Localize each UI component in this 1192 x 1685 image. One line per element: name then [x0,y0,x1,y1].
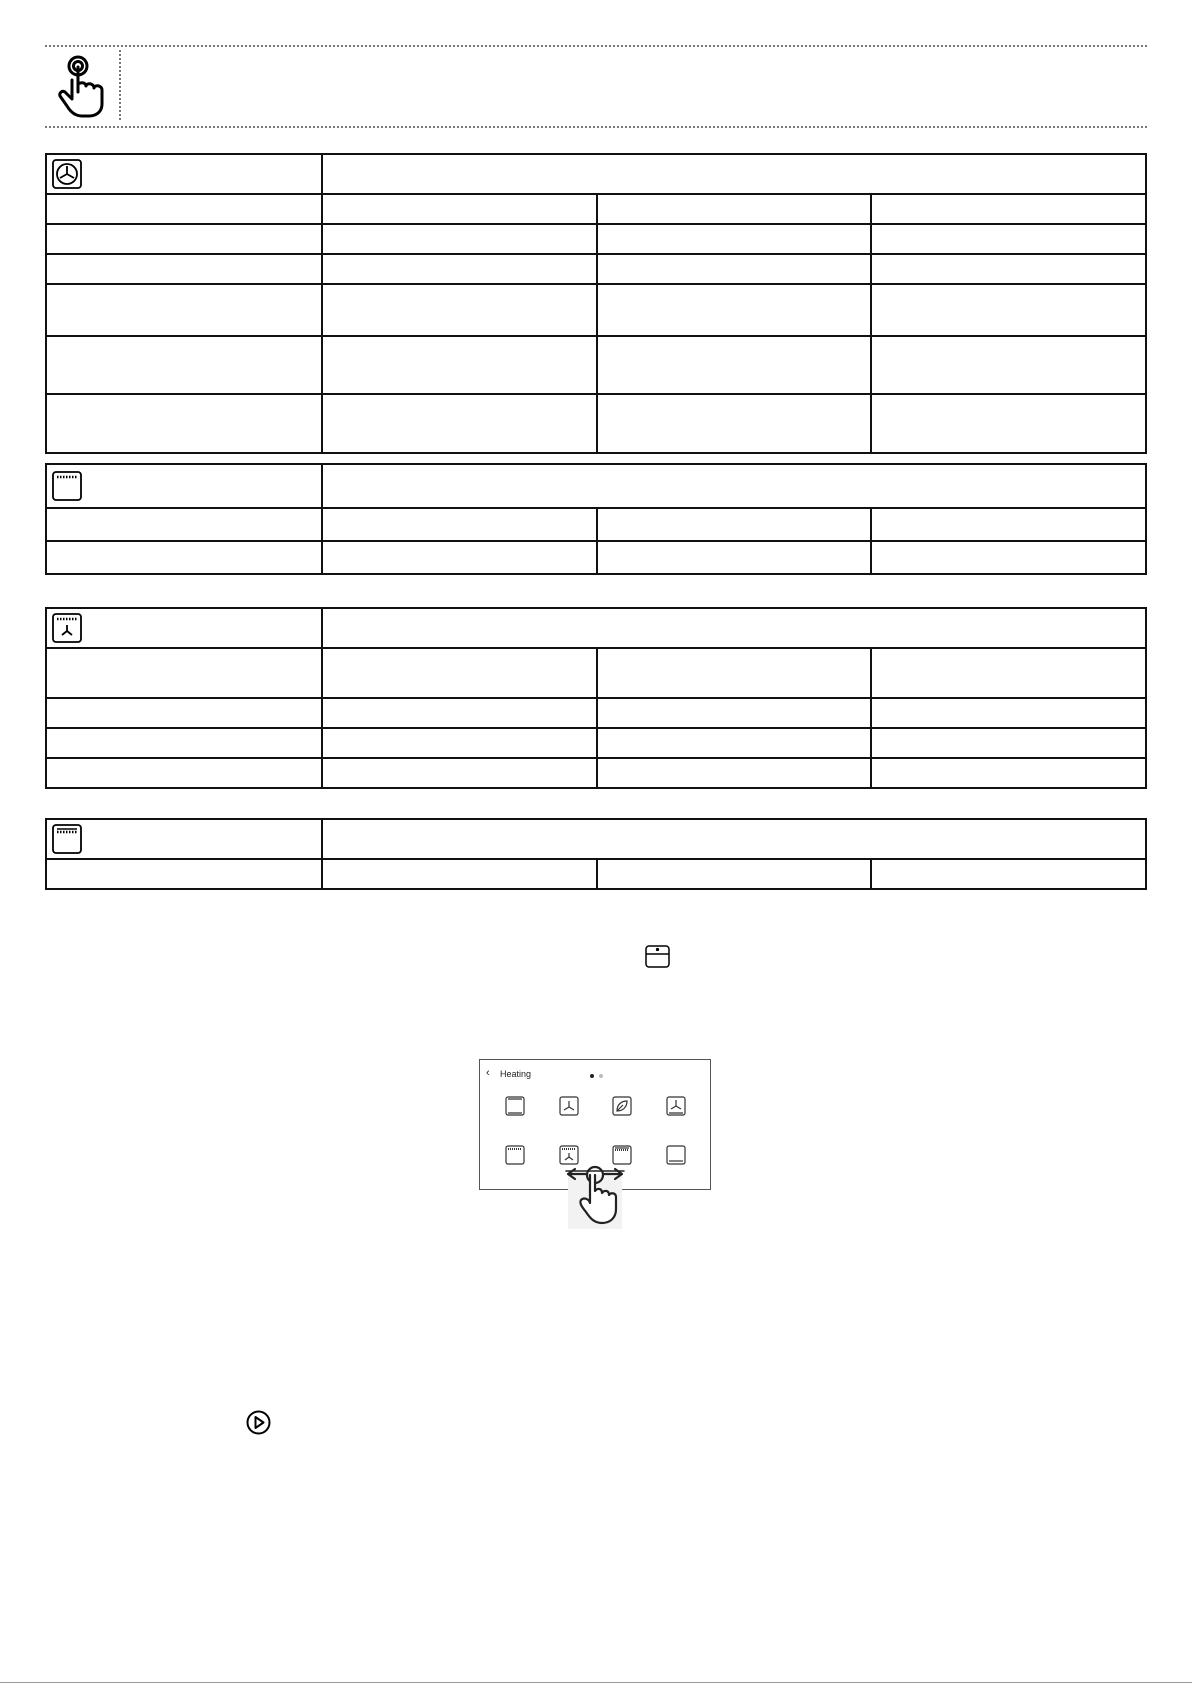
fan-icon [52,159,82,189]
page-bottom-rule [0,1682,1192,1683]
table-header-icon-cell [46,608,322,648]
table-header-cell [322,608,1146,648]
swipe-hand-icon [562,1163,628,1229]
top-heat-fan-icon[interactable] [559,1145,579,1165]
top-heat-fan-table [45,607,1147,789]
fan-bottom-icon[interactable] [666,1096,686,1116]
back-icon[interactable]: ‹ [486,1067,490,1079]
fan-table [45,153,1147,454]
table-row [46,859,1146,889]
table-row [46,224,1146,254]
oven-door-icon [645,945,670,968]
top-heat-full-table [45,818,1147,890]
page-dot-active [590,1074,594,1078]
table-row [46,284,1146,336]
play-icon [246,1410,271,1435]
conventional-icon[interactable] [505,1096,525,1116]
table-row [46,254,1146,284]
fan-icon[interactable] [559,1096,579,1116]
top-heat-fan-icon [52,613,82,643]
top-heat-icon [52,471,82,501]
table-header-icon-cell [46,464,322,508]
hint-divider [119,50,121,120]
top-heat-icon[interactable] [505,1145,525,1165]
top-heat-full-icon [52,824,82,854]
table-row [46,648,1146,698]
page-dot [599,1074,603,1078]
table-header-icon-cell [46,819,322,859]
page-indicator [590,1074,603,1078]
touch-hand-icon [56,54,112,118]
table-header-cell [322,464,1146,508]
bottom-heat-icon[interactable] [666,1145,686,1165]
table-row [46,394,1146,453]
table-row [46,758,1146,788]
table-header-cell [322,819,1146,859]
table-row [46,698,1146,728]
table-header-icon-cell [46,154,322,194]
table-row [46,336,1146,394]
top-dotted-rule [45,45,1147,47]
grill-icon[interactable] [612,1145,632,1165]
table-row [46,508,1146,541]
table-row [46,541,1146,574]
screen-title: Heating [500,1069,532,1079]
table-header-cell [322,154,1146,194]
eco-leaf-icon[interactable] [612,1096,632,1116]
bottom-dotted-rule [45,126,1147,128]
top-heat-table [45,463,1147,575]
table-row [46,194,1146,224]
table-row [46,728,1146,758]
